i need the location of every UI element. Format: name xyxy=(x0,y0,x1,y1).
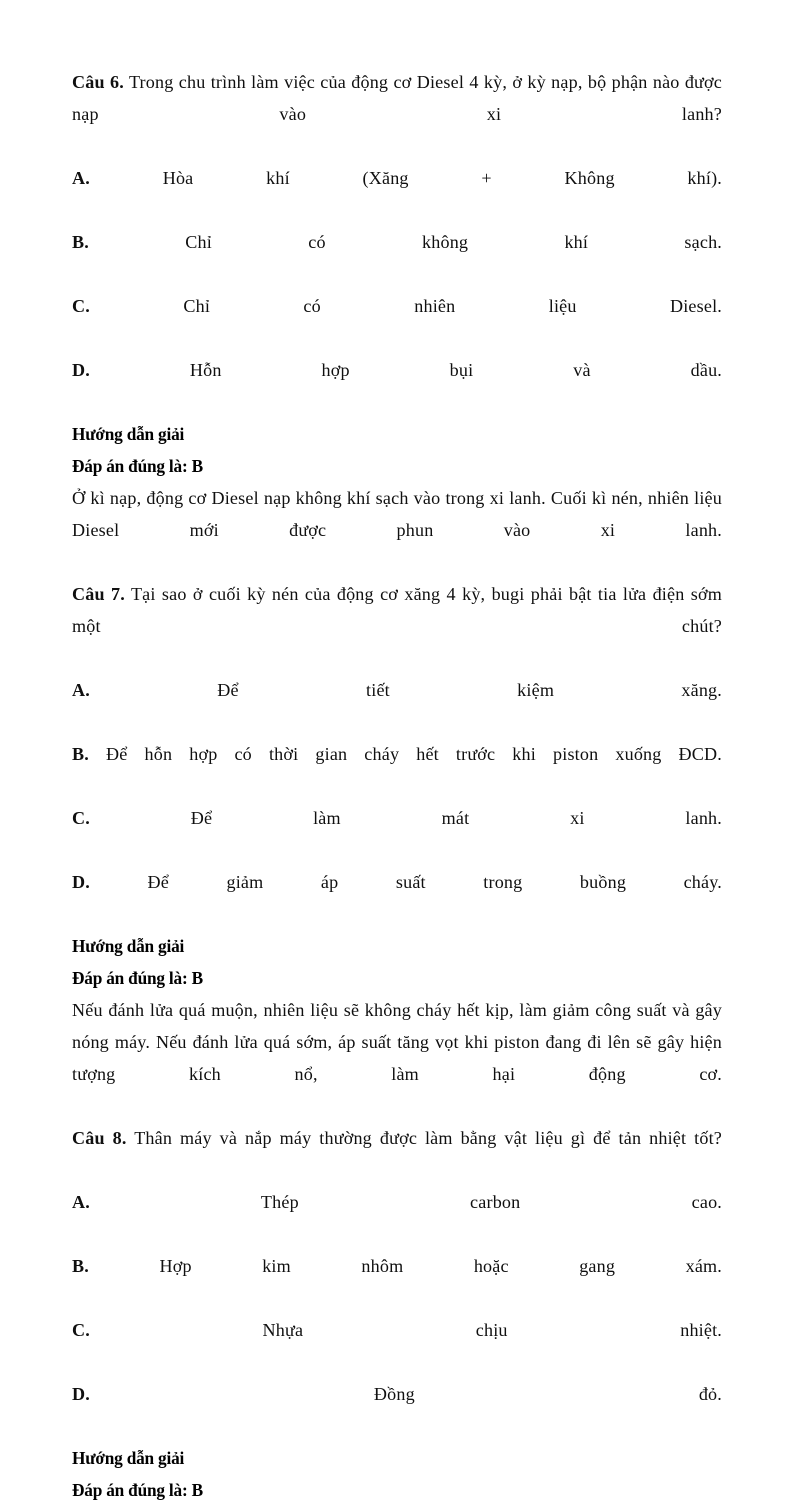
q8-stem-text: Thân máy và nắp máy thường được làm bằng vật liệu gì để tản nhiệt tốt? xyxy=(126,1128,722,1148)
q8-opt-c xyxy=(72,1314,722,1378)
q6-opt-c-text: Chỉ có nhiên liệu Diesel. xyxy=(89,296,722,316)
q6-opt-c xyxy=(72,290,722,354)
q7-explanation: Nếu đánh lửa quá muộn, nhiên liệu sẽ không cháy hết kịp, làm giảm công suất và gây nóng máy. Nếu đánh lửa quá sớm, áp suất tăng vọt khi piston đang đi lên sẽ gây hiện tượng kích nổ, làm hại động cơ. xyxy=(72,1000,722,1084)
q8-opt-b-label: B. xyxy=(72,1256,89,1276)
q7-opt-d-text: Để giảm áp suất trong buồng cháy. xyxy=(89,872,722,892)
q6-opt-c-label: C. xyxy=(72,296,90,316)
q6-opt-b xyxy=(72,226,722,290)
q6-opt-a-text: Hòa khí (Xăng + Không khí). xyxy=(89,168,722,188)
q8-opt-d-text: Đồng đỏ. xyxy=(89,1384,722,1404)
q7-opt-b xyxy=(72,738,722,802)
q7-answer: Đáp án đúng là: B xyxy=(72,968,203,988)
q7-stem xyxy=(72,578,722,674)
q6-opt-b-text: Chỉ có không khí sạch. xyxy=(88,232,722,252)
document-body xyxy=(72,66,722,1506)
q8-stem xyxy=(72,1122,722,1186)
q8-opt-b xyxy=(72,1250,722,1314)
q6-stem-label: Câu 6. xyxy=(72,72,124,92)
q8-opt-a-text: Thép carbon cao. xyxy=(89,1192,722,1212)
q7-opt-a-label: A. xyxy=(72,680,90,700)
q7-stem-label: Câu 7. xyxy=(72,584,125,604)
q8-stem-label: Câu 8. xyxy=(72,1128,127,1148)
q7-opt-b-label: B. xyxy=(72,744,89,764)
q6-opt-a xyxy=(72,162,722,226)
q6-stem-text: Trong chu trình làm việc của động cơ Diesel 4 kỳ, ở kỳ nạp, bộ phận nào được nạp vào xi lanh? xyxy=(72,72,722,124)
q6-opt-a-label: A. xyxy=(72,168,90,188)
q8-opt-d-label: D. xyxy=(72,1384,90,1404)
q7-stem-text: Tại sao ở cuối kỳ nén của động cơ xăng 4 kỳ, bugi phải bật tia lửa điện sớm một chút? xyxy=(72,584,722,636)
q7-opt-b-text: Để hỗn hợp có thời gian cháy hết trước khi piston xuống ĐCD. xyxy=(88,744,722,764)
q8-opt-a-label: A. xyxy=(72,1192,90,1212)
q8-opt-a xyxy=(72,1186,722,1250)
q6-opt-d-text: Hỗn hợp bụi và dầu. xyxy=(89,360,722,380)
q7-opt-d-label: D. xyxy=(72,872,90,892)
q8-opt-d xyxy=(72,1378,722,1442)
q6-opt-b-label: B. xyxy=(72,232,89,252)
q6-stem xyxy=(72,66,722,162)
q8-opt-b-text: Hợp kim nhôm hoặc gang xám. xyxy=(88,1256,722,1276)
q8-opt-c-text: Nhựa chịu nhiệt. xyxy=(89,1320,722,1340)
q7-opt-c-label: C. xyxy=(72,808,90,828)
q6-opt-d xyxy=(72,354,722,418)
q8-answer: Đáp án đúng là: B xyxy=(72,1480,203,1500)
q7-opt-c-text: Để làm mát xi lanh. xyxy=(89,808,722,828)
q8-guide: Hướng dẫn giải xyxy=(72,1448,185,1468)
q6-answer: Đáp án đúng là: B xyxy=(72,456,203,476)
q6-opt-d-label: D. xyxy=(72,360,90,380)
q7-opt-a-text: Để tiết kiệm xăng. xyxy=(89,680,722,700)
q6-explanation: Ở kì nạp, động cơ Diesel nạp không khí sạch vào trong xi lanh. Cuối kì nén, nhiên liệu Diesel mới được phun vào xi lanh. xyxy=(72,488,722,540)
q7-opt-c xyxy=(72,802,722,866)
q7-opt-a xyxy=(72,674,722,738)
q7-opt-d xyxy=(72,866,722,930)
q7-guide: Hướng dẫn giải xyxy=(72,936,185,956)
q6-guide: Hướng dẫn giải xyxy=(72,424,185,444)
q8-opt-c-label: C. xyxy=(72,1320,90,1340)
